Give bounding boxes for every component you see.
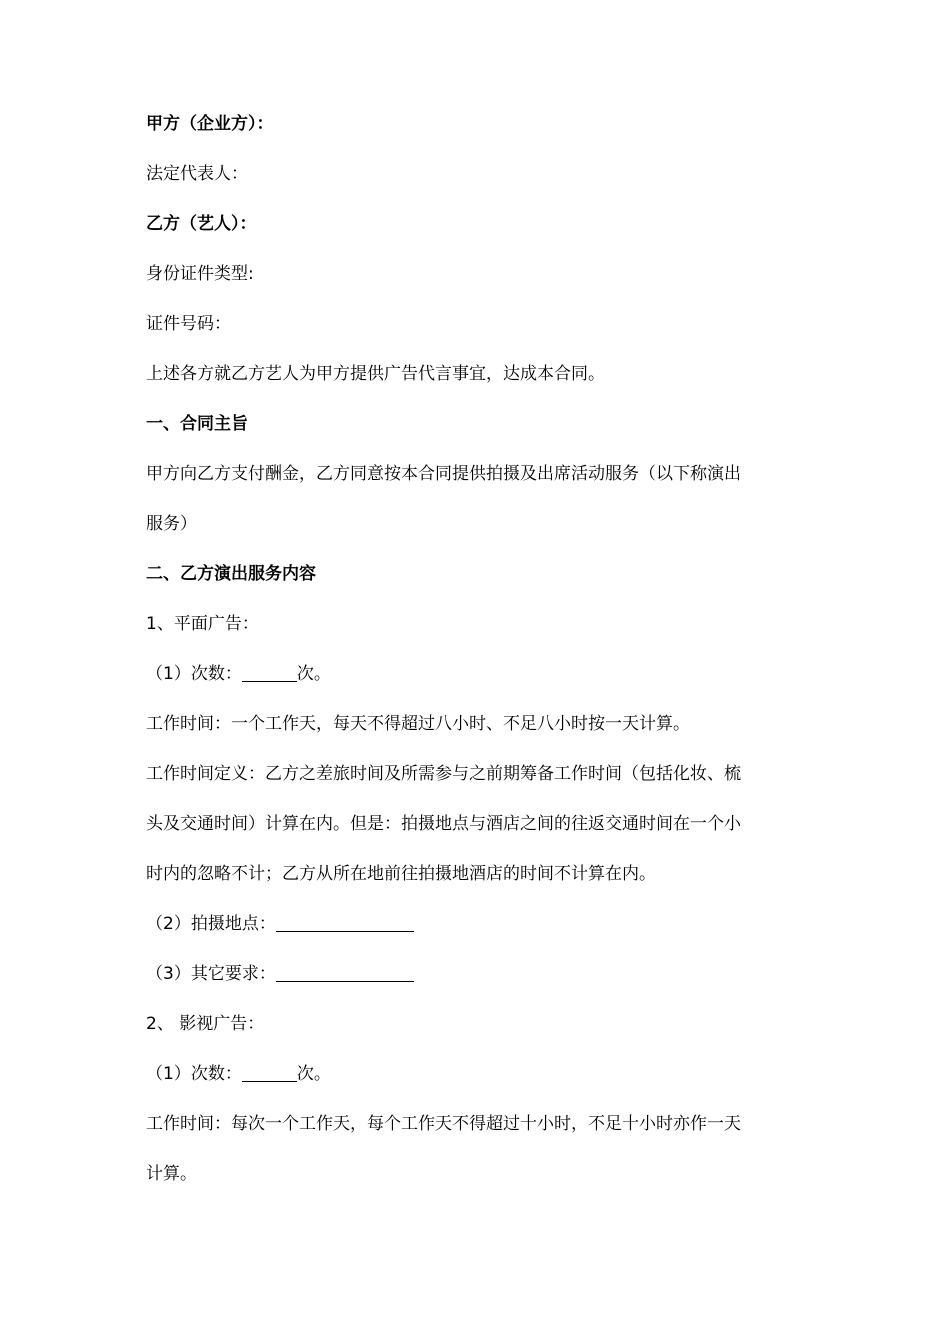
print-ad-work-time: 工作时间：一个工作天，每天不得超过八小时、不足八小时按一天计算。 bbox=[146, 714, 690, 734]
contract-page bbox=[146, 99, 810, 1199]
print-ad-other-blank[interactable] bbox=[276, 963, 414, 982]
video-ad-times-blank[interactable] bbox=[242, 1063, 297, 1082]
video-ad-times-unit: 次。 bbox=[296, 1064, 331, 1084]
legal-representative-label: 法定代表人： bbox=[146, 164, 248, 184]
print-ad-title: 1、平面广告： bbox=[146, 614, 259, 634]
print-ad-times-unit: 次。 bbox=[296, 664, 331, 684]
print-ad-times-blank[interactable] bbox=[242, 663, 297, 682]
video-ad-title: 2、 影视广告： bbox=[146, 1014, 265, 1034]
print-ad-definition-line3: 时内的忽略不计；乙方从所在地前往拍摄地酒店的时间不计算在内。 bbox=[146, 864, 656, 884]
id-number-label: 证件号码： bbox=[146, 314, 231, 334]
video-ad-times-label: （1）次数： bbox=[146, 1064, 242, 1084]
party-a-label: 甲方（企业方）： bbox=[146, 114, 274, 134]
party-b-label: 乙方（艺人）： bbox=[146, 214, 257, 234]
video-ad-work-time-line1: 工作时间：每次一个工作天，每个工作天不得超过十小时，不足十小时亦作一天 bbox=[146, 1114, 741, 1134]
preamble-text: 上述各方就乙方艺人为甲方提供广告代言事宜，达成本合同。 bbox=[146, 364, 605, 384]
print-ad-definition-line2: 头及交通时间）计算在内。但是：拍摄地点与酒店之间的往返交通时间在一个小 bbox=[146, 814, 741, 834]
section1-body-line2: 服务） bbox=[146, 514, 197, 534]
section2-heading: 二、乙方演出服务内容 bbox=[146, 564, 316, 584]
section1-heading: 一、合同主旨 bbox=[146, 414, 248, 434]
print-ad-location-blank[interactable] bbox=[276, 913, 414, 932]
print-ad-times-row bbox=[146, 649, 810, 699]
print-ad-location-row bbox=[146, 899, 810, 949]
print-ad-other-label: （3）其它要求： bbox=[146, 964, 276, 984]
video-ad-work-time-line2: 计算。 bbox=[146, 1164, 197, 1184]
print-ad-other-row bbox=[146, 949, 810, 999]
print-ad-definition-line1: 工作时间定义：乙方之差旅时间及所需参与之前期筹备工作时间（包括化妆、梳 bbox=[146, 764, 741, 784]
section1-body-line1: 甲方向乙方支付酬金，乙方同意按本合同提供拍摄及出席活动服务（以下称演出 bbox=[146, 464, 741, 484]
print-ad-times-label: （1）次数： bbox=[146, 664, 242, 684]
id-type-label: 身份证件类型: bbox=[146, 264, 254, 284]
print-ad-location-label: （2）拍摄地点： bbox=[146, 914, 276, 934]
video-ad-times-row bbox=[146, 1049, 810, 1099]
